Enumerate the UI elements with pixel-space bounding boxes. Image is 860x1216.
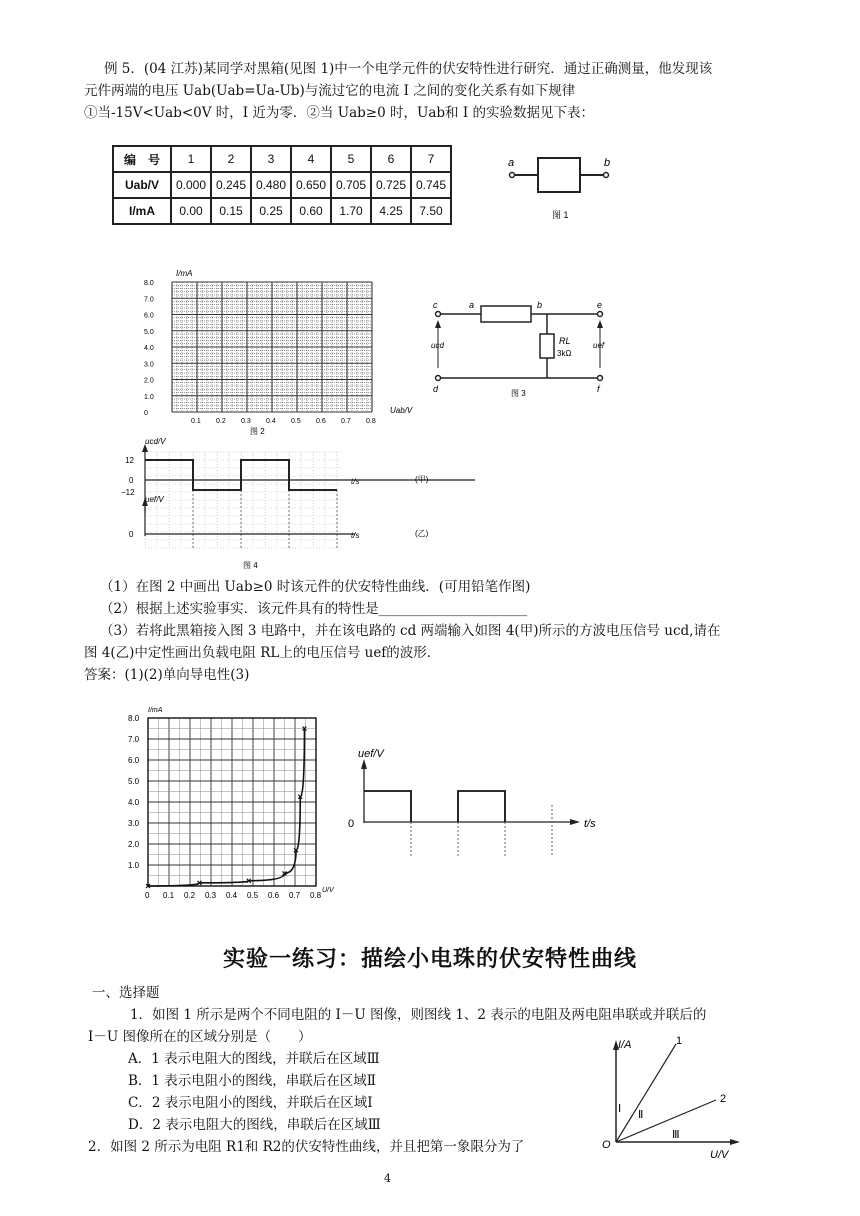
fig4-vm12: −12 bbox=[121, 488, 135, 497]
answer-x-tick-label: 0.8 bbox=[310, 891, 322, 900]
page-number: 4 bbox=[384, 1172, 391, 1185]
fig2-x-tick-label: 0.4 bbox=[266, 418, 276, 425]
table-cell: 2 bbox=[211, 146, 251, 172]
table-cell: 0.650 bbox=[291, 172, 331, 198]
answer-x-tick-label: 0.3 bbox=[205, 891, 217, 900]
table-row bbox=[113, 198, 451, 224]
iu-xlabel: U/V bbox=[710, 1149, 729, 1161]
fig4-v12: 12 bbox=[125, 456, 134, 465]
problem-2-line-1: 2．如图 2 所示为电阻 R1和 R2的伏安特性曲线，并且把第一象限分为了 bbox=[88, 1139, 525, 1155]
table-cell: 0.60 bbox=[291, 198, 331, 224]
answer-iu-chart bbox=[118, 700, 338, 925]
figure-2-grid bbox=[140, 268, 430, 440]
fig2-x-tick-label: 0.7 bbox=[341, 418, 351, 425]
table-cell: 5 bbox=[331, 146, 371, 172]
fig4-zero-b: 0 bbox=[129, 530, 134, 539]
answer-chart-y-ticks bbox=[128, 714, 140, 870]
fig3-caption: 图 3 bbox=[511, 389, 526, 398]
table-head-cell: Uab/V bbox=[113, 172, 171, 198]
answer-chart-grid bbox=[148, 718, 316, 886]
answer-x-tick-label: 0.1 bbox=[163, 891, 175, 900]
fig2-y-tick-label: 4.0 bbox=[144, 345, 154, 352]
iu-origin: O bbox=[602, 1139, 611, 1151]
fig4-tag-a: (甲) bbox=[415, 475, 429, 484]
answer-wave-ylabel: uef/V bbox=[358, 748, 384, 760]
problem-1-line-1: 1．如图 1 所示是两个不同电阻的 I－U 图像，则图线 1、2 表示的电阻及两电阻串联或并联后的 bbox=[130, 1007, 707, 1023]
iu-regions-figure bbox=[588, 1032, 748, 1162]
fig2-y-tick-label: 5.0 bbox=[144, 328, 154, 336]
answer-x-tick-label: 0.7 bbox=[289, 891, 301, 900]
fig2-x-tick-label: 0.3 bbox=[241, 418, 251, 425]
problem-1-line-2: I－U 图像所在的区域分别是（ ） bbox=[88, 1029, 312, 1045]
answer-wave-zero: 0 bbox=[348, 818, 355, 830]
table-cell: 4 bbox=[291, 146, 331, 172]
intro-line-1: 例 5．(04 江苏)某同学对黑箱(见图 1)中一个电学元件的伏安特性进行研究．通过正确测量，他发现该 bbox=[104, 61, 713, 77]
fig1-caption: 图 1 bbox=[552, 210, 569, 220]
table-cell: 7 bbox=[411, 146, 451, 172]
question-2: （2）根据上述实验事实．该元件具有的特性是______________________ bbox=[100, 601, 528, 617]
table-cell: 0.245 bbox=[211, 172, 251, 198]
answer-y-tick-label: 4.0 bbox=[128, 798, 140, 807]
part-heading: 一、选择题 bbox=[92, 985, 160, 1001]
fig3-label-rl: RL bbox=[559, 336, 571, 346]
fig2-y-tick-label: 1.0 bbox=[144, 393, 154, 401]
table-cell: 0.725 bbox=[371, 172, 411, 198]
figure-4-waveforms bbox=[115, 438, 475, 578]
answer-y-tick-label: 2.0 bbox=[128, 840, 140, 849]
answer-x-tick-label: 0 bbox=[145, 891, 150, 900]
question-3a: （3）若将此黑箱接入图 3 电路中，并在该电路的 cd 两端输入如图 4(甲)所示的方波电压信号 ucd,请在 bbox=[100, 623, 721, 639]
option-c: C．2 表示电阻小的图线，并联后在区域Ⅰ bbox=[128, 1095, 373, 1111]
fig3-label-rv: 3kΩ bbox=[557, 349, 572, 358]
fig3-label-uef: uef bbox=[593, 341, 605, 350]
intro-line-2: 元件两端的电压 Uab(Uab=Ua-Ub)与流过它的电流 I 之间的变化关系有如下规律 bbox=[84, 83, 576, 99]
table-row bbox=[113, 172, 451, 198]
answer-x-tick-label: 0.4 bbox=[226, 891, 238, 900]
fig1-label-a: a bbox=[508, 157, 515, 169]
table-head-cell: I/mA bbox=[113, 198, 171, 224]
iu-region-3: Ⅲ bbox=[672, 1129, 680, 1141]
answer-y-tick-label: 6.0 bbox=[128, 756, 140, 765]
fig2-y-tick-label: 0 bbox=[144, 410, 148, 417]
iu-line-1-label: 1 bbox=[676, 1035, 683, 1047]
answer-x-tick-label: 0.2 bbox=[184, 891, 196, 900]
answer-y-tick-label: 1.0 bbox=[128, 861, 140, 870]
table-cell: 3 bbox=[251, 146, 291, 172]
table-cell: 7.50 bbox=[411, 198, 451, 224]
iu-region-2: Ⅱ bbox=[638, 1109, 644, 1121]
fig2-y-tick-label: 2.0 bbox=[144, 377, 154, 385]
answer-x-tick-label: 0.6 bbox=[268, 891, 280, 900]
table-cell: 1.70 bbox=[331, 198, 371, 224]
fig2-y-tick-label: 6.0 bbox=[144, 312, 154, 320]
fig2-y-tick-label: 8.0 bbox=[144, 280, 154, 287]
fig3-label-a: a bbox=[469, 300, 475, 310]
fig4-caption: 图 4 bbox=[243, 561, 258, 570]
fig3-label-ucd: ucd bbox=[431, 341, 444, 350]
fig2-y-tick-labels bbox=[144, 280, 154, 417]
fig2-caption: 图 2 bbox=[250, 427, 265, 436]
fig2-xlabel: Uab/V bbox=[390, 406, 413, 415]
table-cell: 0.745 bbox=[411, 172, 451, 198]
table-cell: 6 bbox=[371, 146, 411, 172]
table-cell: 4.25 bbox=[371, 198, 411, 224]
figure-1-black-box bbox=[500, 150, 620, 230]
table-cell: 0.25 bbox=[251, 198, 291, 224]
answer-data-points bbox=[146, 727, 306, 889]
answer-uef-waveform bbox=[340, 745, 600, 860]
fig2-x-tick-label: 0.6 bbox=[316, 418, 326, 425]
fig3-label-c: c bbox=[433, 300, 438, 310]
answer-chart-x-ticks bbox=[145, 891, 322, 900]
table-cell: 0.15 bbox=[211, 198, 251, 224]
fig2-x-tick-label: 0.2 bbox=[216, 418, 226, 425]
fig4-v0: 0 bbox=[129, 476, 134, 485]
table-cell: 0.000 bbox=[171, 172, 211, 198]
intro-line-3: ①当-15V<Uab<0V 时，I 近为零．②当 Uab≥0 时，Uab和 I 的实验数据见下表： bbox=[84, 105, 594, 121]
fig4-t-label-a: t/s bbox=[351, 477, 360, 486]
option-b: B．1 表示电阻小的图线，串联后在区域Ⅱ bbox=[128, 1073, 376, 1089]
answer-line: 答案：(1)(2)单向导电性(3) bbox=[84, 667, 250, 683]
fig2-x-tick-labels bbox=[191, 418, 376, 425]
table-cell: 0.00 bbox=[171, 198, 211, 224]
table-cell: 1 bbox=[171, 146, 211, 172]
table-head-cell: 编 号 bbox=[113, 146, 171, 172]
option-a: A．1 表示电阻大的图线，并联后在区域Ⅲ bbox=[128, 1051, 380, 1067]
data-table bbox=[112, 145, 452, 225]
answer-chart-xlabel: U/V bbox=[322, 887, 334, 894]
iu-line-2-label: 2 bbox=[720, 1093, 727, 1105]
fig3-label-b: b bbox=[537, 300, 543, 310]
fig2-x-tick-label: 0.5 bbox=[291, 418, 301, 425]
answer-x-tick-label: 0.5 bbox=[247, 891, 259, 900]
answer-y-tick-label: 8.0 bbox=[128, 714, 140, 723]
fig3-label-d: d bbox=[433, 384, 439, 394]
fig2-y-tick-label: 3.0 bbox=[144, 361, 154, 369]
answer-wave-xlabel: t/s bbox=[584, 818, 596, 830]
answer-y-tick-label: 7.0 bbox=[128, 735, 140, 744]
answer-chart-ylabel: I/mA bbox=[148, 707, 163, 714]
table-row bbox=[113, 146, 451, 172]
question-1: （1）在图 2 中画出 Uab≥0 时该元件的伏安特性曲线．(可用铅笔作图) bbox=[100, 579, 531, 595]
fig4-tag-b: (乙) bbox=[415, 529, 429, 538]
fig4-uef-label: uef/V bbox=[145, 495, 164, 504]
answer-y-tick-label: 3.0 bbox=[128, 819, 140, 828]
fig4-t-label-b: t/s bbox=[351, 531, 360, 540]
figure-3-circuit bbox=[425, 296, 625, 406]
fig1-label-b: b bbox=[604, 157, 611, 169]
option-d: D．2 表示电阻大的图线，串联后在区域Ⅲ bbox=[128, 1117, 381, 1133]
iu-region-1: Ⅰ bbox=[618, 1103, 622, 1115]
fig3-label-f: f bbox=[597, 384, 600, 394]
fig2-y-tick-label: 7.0 bbox=[144, 296, 154, 304]
table-cell: 0.480 bbox=[251, 172, 291, 198]
question-3b: 图 4(乙)中定性画出负载电阻 RL上的电压信号 uef的波形． bbox=[84, 645, 441, 661]
fig3-label-e: e bbox=[597, 300, 603, 310]
fig2-gridlines bbox=[172, 282, 372, 412]
fig2-x-tick-label: 0.8 bbox=[366, 418, 376, 425]
fig4-ucd-label: ucd/V bbox=[145, 438, 166, 446]
answer-iu-curve bbox=[148, 729, 304, 887]
answer-y-tick-label: 5.0 bbox=[128, 777, 140, 786]
table-cell: 0.705 bbox=[331, 172, 371, 198]
fig2-x-tick-label: 0.1 bbox=[191, 418, 201, 425]
section-title: 实验一练习：描绘小电珠的伏安特性曲线 bbox=[222, 946, 637, 972]
fig2-ylabel: I/mA bbox=[176, 269, 193, 278]
iu-ylabel: I/A bbox=[618, 1039, 632, 1051]
